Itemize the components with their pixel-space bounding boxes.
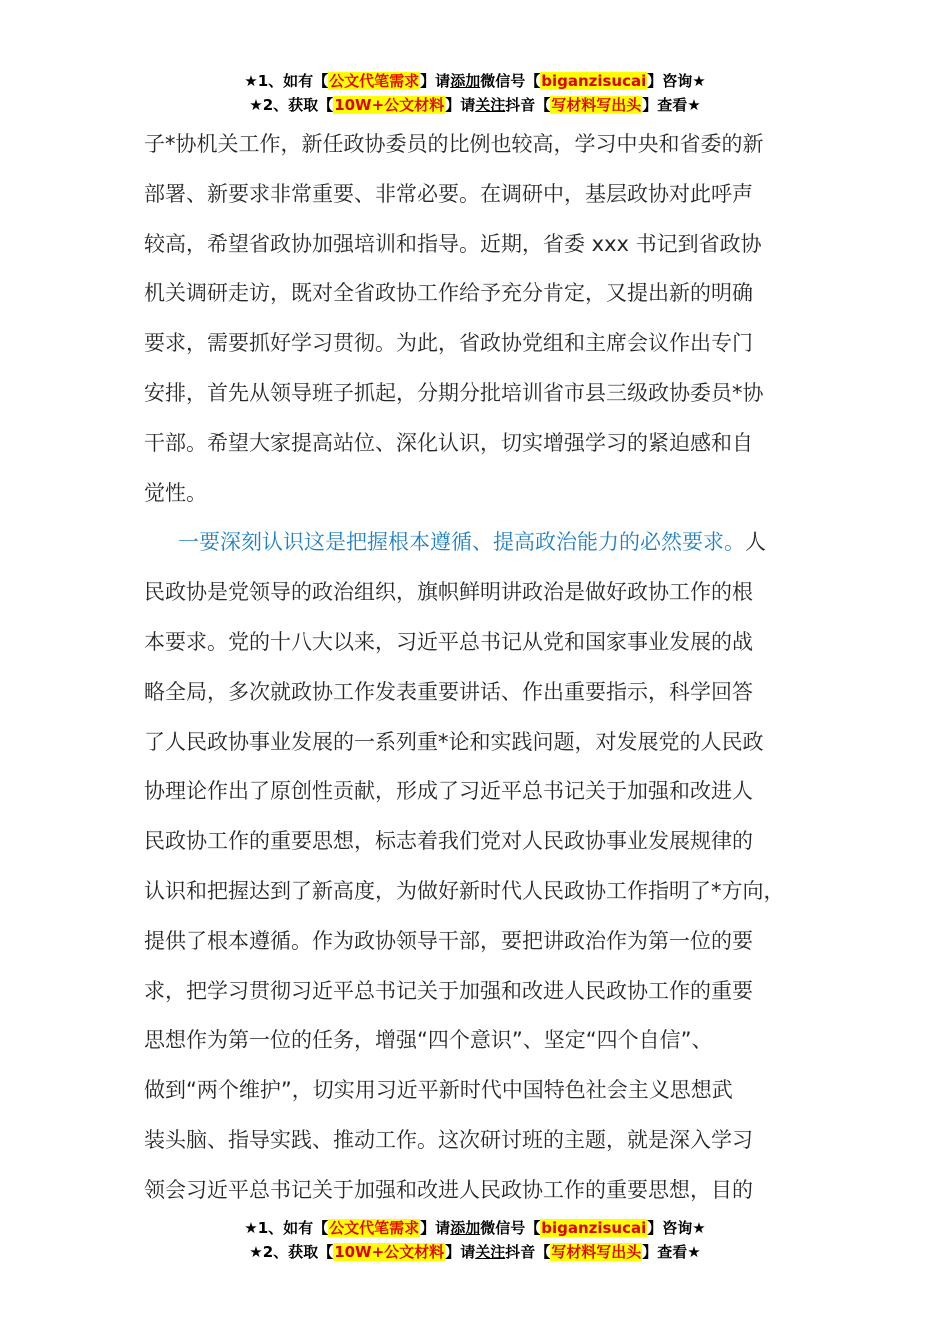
banner-text: 抖音【	[505, 96, 551, 114]
banner-text: 微信号【	[480, 72, 541, 90]
banner-text: 】查看★	[642, 1243, 701, 1261]
banner-underlined-text: 添加	[450, 72, 481, 90]
text-line: 协理论作出了原创性贡献，形成了习近平总书记关于加强和改进人	[144, 779, 753, 804]
text-line: 子*协机关工作，新任政协委员的比例也较高，学习中央和省委的新	[144, 132, 764, 156]
banner-highlight: 10W+公文材料	[334, 1243, 445, 1261]
text-line: 要求，需要抓好学习贯彻。为此，省政协党组和主席会议作出专门	[144, 331, 753, 356]
banner-text: 】请	[420, 72, 451, 90]
banner-highlight: 写材料写出头	[551, 1243, 642, 1261]
paragraph-heading-line	[144, 518, 824, 568]
banner-highlight: 公文代笔需求	[329, 1219, 420, 1237]
banner-text: ★1、如有【	[244, 1219, 329, 1237]
banner-text: ★2、获取【	[249, 96, 334, 114]
banner-text: 】咨询★	[647, 1219, 706, 1237]
banner-text: ★2、获取【	[249, 1243, 334, 1261]
text-line: 提供了根本遵循。作为政协领导干部，要把讲政治作为第一位的要	[144, 928, 753, 953]
text-line: 装头脑、指导实践、推动工作。这次研讨班的主题，就是深入学习	[144, 1127, 753, 1152]
text-line: 民政协是党领导的政治组织，旗帜鲜明讲政治是做好政协工作的根	[144, 580, 753, 605]
text-line: 做到“两个维护”，切实用习近平新时代中国特色社会主义思想武	[144, 1078, 733, 1103]
banner-line-1	[0, 70, 950, 94]
banner-line-2	[0, 94, 950, 118]
text-line: 觉性。	[144, 480, 207, 505]
banner-underlined-text: 添加	[450, 1219, 481, 1237]
text-line: 机关调研走访，既对全省政协工作给予充分肯定，又提出新的明确	[144, 281, 753, 306]
banner-text: 微信号【	[480, 1219, 541, 1237]
text-line: 思想作为第一位的任务，增强“四个意识”、坚定“四个自信”、	[144, 1028, 713, 1053]
text-line: 认识和把握达到了新高度，为做好新时代人民政协工作指明了*方向，	[144, 878, 785, 903]
text-line: 部署、新要求非常重要、非常必要。在调研中，基层政协对此呼声	[144, 181, 753, 206]
text-line: 较高，希望省政协加强培训和指导。近期，省委 xxx 书记到省政协	[144, 231, 762, 256]
banner-line-1	[0, 1217, 950, 1241]
text-line: 民政协工作的重要思想，标志着我们党对人民政协事业发展规律的	[144, 829, 753, 854]
text-line: 了人民政协事业发展的一系列重*论和实践问题，对发展党的人民政	[144, 729, 764, 754]
banner-highlight: biganzisucai	[541, 1219, 647, 1237]
banner-text: 抖音【	[505, 1243, 551, 1261]
text-line: 安排，首先从领导班子抓起，分期分批培训省市县三级政协委员*协	[144, 380, 764, 405]
text-fragment: 人	[745, 530, 766, 555]
footer-banner	[0, 1217, 950, 1265]
header-banner	[0, 70, 950, 118]
banner-highlight: biganzisucai	[541, 72, 647, 90]
banner-underlined-text: 关注	[475, 1243, 506, 1261]
banner-highlight: 写材料写出头	[551, 96, 642, 114]
text-line: 领会习近平总书记关于加强和改进人民政协工作的重要思想，目的	[144, 1177, 753, 1202]
paragraph-heading: 一要深刻认识这是把握根本遵循、提高政治能力的必然要求。	[178, 530, 745, 555]
banner-text: 】查看★	[642, 96, 701, 114]
banner-text: 】咨询★	[647, 72, 706, 90]
text-line: 本要求。党的十八大以来，习近平总书记从党和国家事业发展的战	[144, 629, 753, 654]
text-line: 求，把学习贯彻习近平总书记关于加强和改进人民政协工作的重要	[144, 978, 753, 1003]
banner-text: 】请	[445, 96, 476, 114]
banner-highlight: 公文代笔需求	[329, 72, 420, 90]
banner-highlight: 10W+公文材料	[334, 96, 445, 114]
text-line: 略全局，多次就政协工作发表重要讲话、作出重要指示，科学回答	[144, 679, 753, 704]
banner-text: 】请	[445, 1243, 476, 1261]
banner-text: 】请	[420, 1219, 451, 1237]
document-body	[144, 120, 824, 1216]
banner-text: ★1、如有【	[244, 72, 329, 90]
banner-underlined-text: 关注	[475, 96, 506, 114]
banner-line-2	[0, 1241, 950, 1265]
text-line: 干部。希望大家提高站位、深化认识，切实增强学习的紧迫感和自	[144, 430, 753, 455]
